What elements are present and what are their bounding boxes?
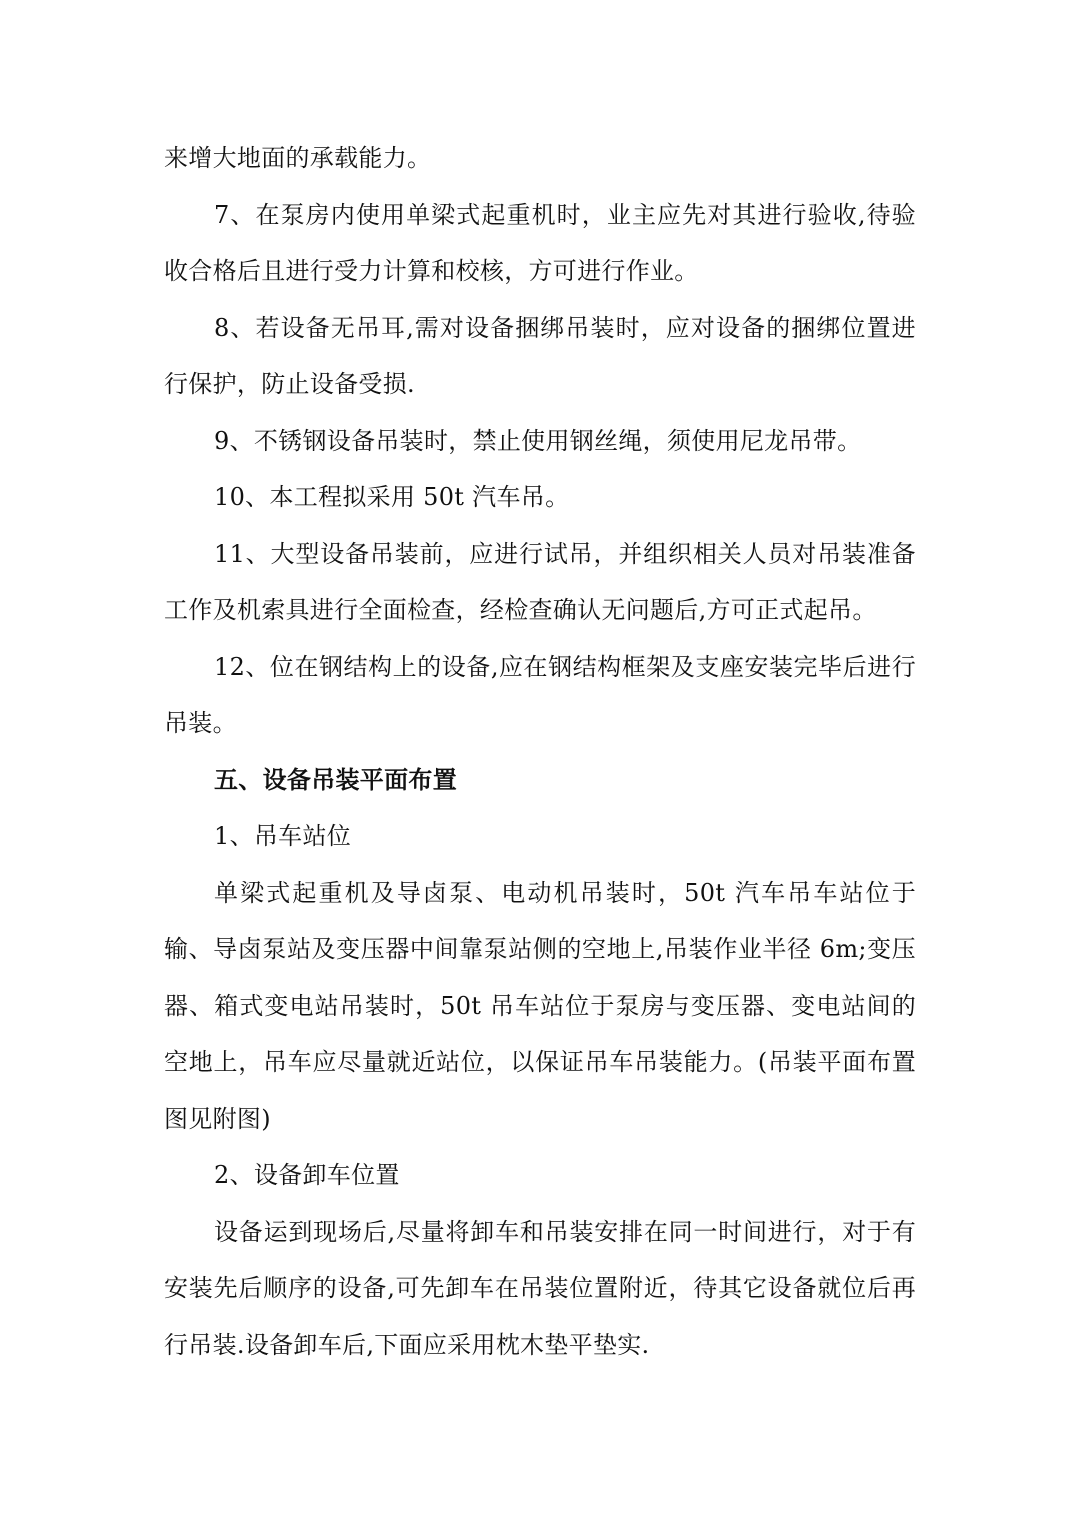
paragraph-item-7: 7、在泵房内使用单梁式起重机时，业主应先对其进行验收,待验收合格后且进行受力计算和校核，方可进行作业。 [164,200,916,285]
paragraph-load-capacity: 来增大地面的承载能力。 [164,144,432,172]
paragraph-item-9: 9、不锈钢设备吊装时，禁止使用钢丝绳，须使用尼龙吊带。 [214,426,862,455]
document-page [164,130,916,1373]
subheading-unloading-position: 2、设备卸车位置 [214,1161,400,1189]
paragraph-item-12: 12、位在钢结构上的设备,应在钢结构框架及支座安装完毕后进行吊装。 [164,652,916,737]
paragraph-item-8: 8、若设备无吊耳,需对设备捆绑吊装时，应对设备的捆绑位置进行保护，防止设备受损. [164,313,916,398]
paragraph-unloading-position: 设备运到现场后,尽量将卸车和吊装安排在同一时间进行，对于有安装先后顺序的设备,可先卸车在吊装位置附近，待其它设备就位后再行吊装.设备卸车后,下面应采用枕木垫平垫实. [164,1217,916,1359]
paragraph-item-10: 10、本工程拟采用 50t 汽车吊。 [214,483,570,511]
paragraph-crane-position: 单梁式起重机及导卤泵、电动机吊装时，50t 汽车吊车站位于输、导卤泵站及变压器中间靠泵站侧的空地上,吊装作业半径 6m;变压器、箱式变电站吊装时，50t 吊车站位于泵房与变压器、变电站间的空地上，吊车应尽量就近站位，以保证吊车吊装能力。(吊装平面布置图见附图) [164,878,916,1133]
section-heading-5: 五、设备吊装平面布置 [214,764,457,794]
subheading-crane-position: 1、吊车站位 [214,822,352,850]
paragraph-item-11: 11、大型设备吊装前，应进行试吊，并组织相关人员对吊装准备工作及机索具进行全面检查，经检查确认无问题后,方可正式起吊。 [164,539,916,624]
